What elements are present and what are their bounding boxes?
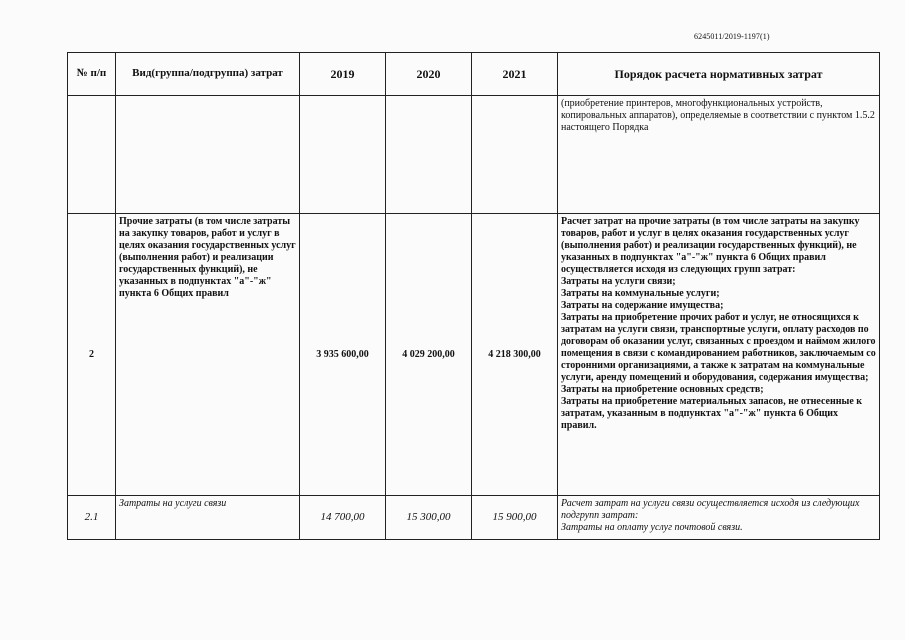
table-row-2-1: [68, 496, 880, 540]
header-2020: 2020: [386, 53, 472, 96]
header-num: № п/п: [68, 53, 116, 96]
row-2-method-line: Расчет затрат на прочие затраты (в том числе затраты на закупку товаров, работ и услуг в целях оказания государственных услуг (выполнения работ) и реализации государственных функций), не указанных в подпунктах "а"-"ж" пункта 6 Общих правил осуществляется исходя из следующих групп затрат:: [561, 216, 860, 275]
row-2-1-2020: 15 300,00: [386, 496, 472, 540]
row-2-method-line: Затраты на приобретение основных средств;: [561, 384, 764, 395]
row-2-method-line: Затраты на приобретение материальных запасов, не отнесенные к затратам, указанным в подпунктах "а"-"ж" пункта 6 Общих правил.: [561, 396, 863, 431]
row-2-2019: 3 935 600,00: [300, 214, 386, 496]
row-2-method-line: Затраты на коммунальные услуги;: [561, 288, 720, 299]
header-method: Порядок расчета нормативных затрат: [558, 53, 880, 96]
header-type: Вид(группа/подгруппа) затрат: [116, 53, 300, 96]
row-2-method-line: Затраты на приобретение прочих работ и услуг, не относящихся к затратам на услуги связи, транспортные услуги, оплату расходов по договорам об оказании услуг, связанных с проездом и наймом жилого помещения в связи с командированием работников, заключаемым со сторонними организациями, а также к затратам на коммунальные услуги, аренду помещений и оборудования, содержания имущества;: [561, 312, 876, 383]
row-2-2021: 4 218 300,00: [472, 214, 558, 496]
cell-empty: [116, 96, 300, 214]
row-2-2020: 4 029 200,00: [386, 214, 472, 496]
row-2-1-name: Затраты на услуги связи: [116, 496, 300, 540]
row-2-method-line: Затраты на содержание имущества;: [561, 300, 724, 311]
cell-empty: [472, 96, 558, 214]
row-2-1-num: 2.1: [68, 496, 116, 540]
row-2-method: [558, 214, 880, 496]
continuation-method: (приобретение принтеров, многофункциональных устройств, копировальных аппаратов), определяемые в соответствии с пунктом 1.5.2 настоящего Порядка: [558, 96, 880, 214]
document-number: 6245011/2019-1197(1): [694, 32, 770, 41]
row-2-1-method: [558, 496, 880, 540]
row-2-1-method-line: Расчет затрат на услуги связи осуществляется исходя из следующих подгрупп затрат:: [561, 498, 860, 521]
cell-empty: [300, 96, 386, 214]
table-row-2: [68, 214, 880, 496]
cell-empty: [386, 96, 472, 214]
table-row-continuation: [68, 96, 880, 214]
row-2-1-2021: 15 900,00: [472, 496, 558, 540]
header-row: [68, 53, 880, 96]
row-2-1-method-line: Затраты на оплату услуг почтовой связи.: [561, 522, 743, 533]
row-2-num: 2: [68, 214, 116, 496]
header-2019: 2019: [300, 53, 386, 96]
row-2-method-line: Затраты на услуги связи;: [561, 276, 676, 287]
row-2-name: Прочие затраты (в том числе затраты на закупку товаров, работ и услуг в целях оказания государственных услуг (выполнения работ) и реализации государственных функций), не указанных в подпунктах "а"-"ж" пункта 6 Общих правил: [116, 214, 300, 496]
cost-table: [67, 52, 880, 540]
cell-empty: [68, 96, 116, 214]
header-2021: 2021: [472, 53, 558, 96]
row-2-1-2019: 14 700,00: [300, 496, 386, 540]
